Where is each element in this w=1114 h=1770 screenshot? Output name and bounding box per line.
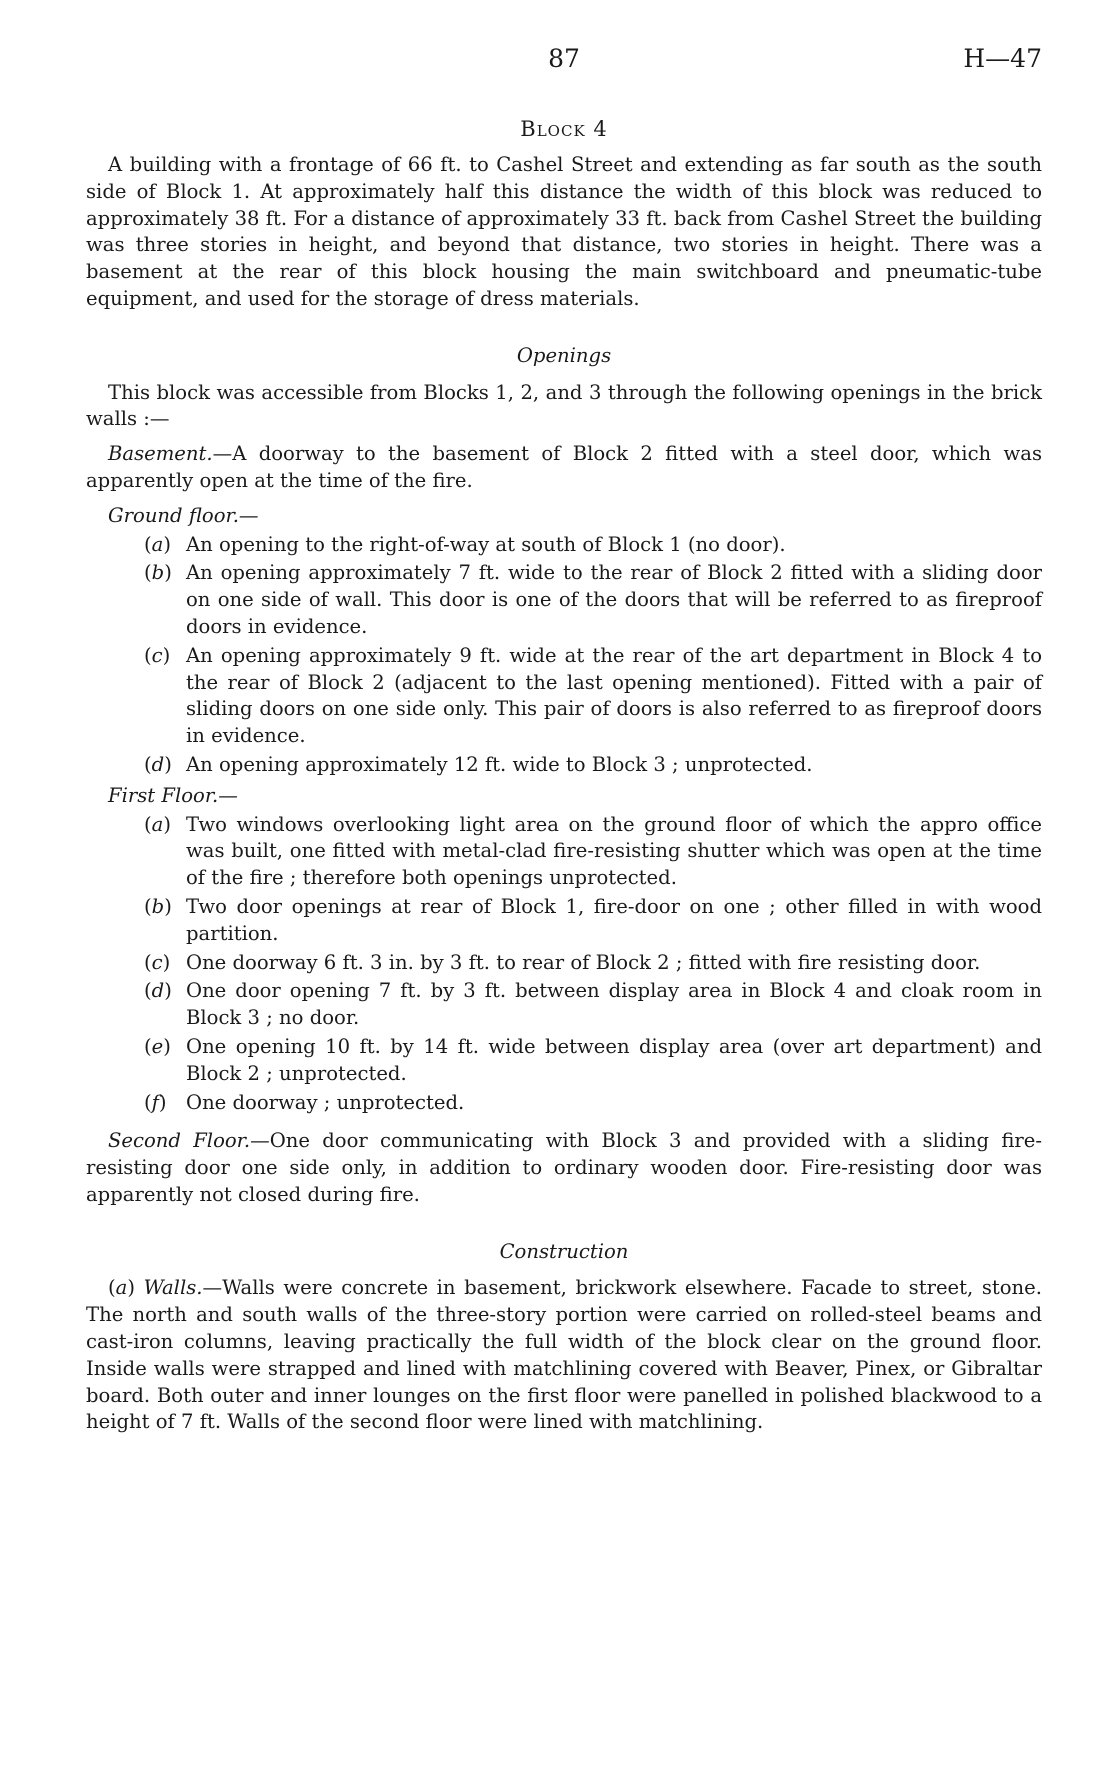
item-marker: f	[151, 1090, 159, 1114]
document-reference: H—47	[963, 44, 1042, 73]
item-marker: b	[151, 561, 165, 585]
first-floor-list	[86, 812, 1042, 1117]
item-text: One door opening 7 ft. by 3 ft. between display area in Block 4 and cloak room in Block 3 ; no door.	[186, 979, 1042, 1030]
first-floor-item: (e) One opening 10 ft. by 14 ft. wide between display area (over art department) and Block 2 ; unprotected.	[86, 1034, 1042, 1088]
basement-paragraph	[86, 441, 1042, 495]
openings-heading: Openings	[516, 343, 612, 367]
item-text: An opening approximately 7 ft. wide to the rear of Block 2 fitted with a sliding door on one side of wall. This door is one of the doors that will be referred to as fireproof doors in evidence.	[186, 561, 1042, 638]
item-text: An opening to the right-of-way at south of Block 1 (no door).	[186, 532, 786, 556]
item-text: Two door openings at rear of Block 1, fire-door on one ; other filled in with wood partition.	[186, 894, 1042, 945]
section-title: Block 4	[520, 117, 608, 141]
page-header	[86, 44, 1042, 84]
ground-floor-list	[86, 532, 1042, 779]
item-marker: a	[151, 812, 164, 836]
ground-floor-item: (a) An opening to the right-of-way at south of Block 1 (no door).	[86, 532, 1042, 559]
item-text: One doorway ; unprotected.	[186, 1090, 465, 1114]
item-marker: b	[151, 894, 165, 918]
first-floor-item: (a) Two windows overlooking light area on the ground floor of which the appro office was built, one fitted with metal-clad fire-resisting shutter which was open at the time of the fire ; therefore both openings unprotected.	[86, 812, 1042, 892]
second-floor-text: —One door communicating with Block 3 and provided with a sliding fire-resisting door one side only, in addition to ordinary wooden door. Fire-resisting door was apparently not closed during fire.	[86, 1129, 1042, 1206]
item-text: An opening approximately 9 ft. wide at the rear of the art department in Block 4 to the rear of Block 2 (adjacent to the last opening mentioned). Fitted with a pair of sliding doors on one side only. This pair of doors is also referred to as fireproof doors in evidence.	[186, 643, 1042, 748]
first-floor-item: (d) One door opening 7 ft. by 3 ft. between display area in Block 4 and cloak room in Block 3 ; no door.	[86, 978, 1042, 1032]
openings-intro-paragraph: This block was accessible from Blocks 1, 2, and 3 through the following openings in the brick walls :—	[86, 380, 1042, 431]
item-text: Two windows overlooking light area on the ground floor of which the appro office was built, one fitted with metal-clad fire-resisting shutter which was open at the time of the fire ; therefore both openings unprotected.	[186, 812, 1042, 890]
page-content	[86, 116, 1042, 1444]
construction-heading: Construction	[499, 1239, 629, 1263]
item-marker: d	[151, 979, 165, 1003]
walls-text: —Walls were concrete in basement, brickwork elsewhere. Facade to street, stone. The north and south walls of the three-story portion were carried on rolled-steel beams and cast-iron columns, leaving practically the full width of the block clear on the ground floor. Inside walls were strapped and lined with matchlining covered with Beaver, Pinex, or Gibraltar board. Both outer and inner lounges on the first floor were panelled in polished blackwood to a height of 7 ft. Walls of the second floor were lined with matchlining.	[86, 1276, 1042, 1434]
walls-paragraph: (a) Walls.—Walls were concrete in basement, brickwork elsewhere. Facade to street, stone. The north and south walls of the three-story portion were carried on rolled-steel beams and cast-iron columns, leaving practically the full width of the block clear on the ground floor. Inside walls were strapped and lined with matchlining covered with Beaver, Pinex, or Gibraltar board. Both outer and inner lounges on the first floor were panelled in polished blackwood to a height of 7 ft. Walls of the second floor were lined with matchlining.	[86, 1276, 1042, 1434]
ground-floor-item: (b) An opening approximately 7 ft. wide to the rear of Block 2 fitted with a sliding door on one side of wall. This door is one of the doors that will be referred to as fireproof doors in evidence.	[86, 560, 1042, 640]
walls-marker: a	[115, 1276, 128, 1300]
item-marker: e	[151, 1034, 164, 1058]
first-floor-label: First Floor.—	[108, 783, 238, 807]
item-marker: c	[151, 643, 163, 667]
ground-floor-item: (c) An opening approximately 9 ft. wide at the rear of the art department in Block 4 to the rear of Block 2 (adjacent to the last opening mentioned). Fitted with a pair of sliding doors on one side only. This pair of doors is also referred to as fireproof doors in evidence.	[86, 643, 1042, 750]
item-marker: a	[151, 532, 164, 556]
second-floor-paragraph	[86, 1128, 1042, 1208]
item-text: One opening 10 ft. by 14 ft. wide between display area (over art department) and Block 2 ; unprotected.	[186, 1034, 1042, 1085]
basement-label: Basement.	[108, 442, 213, 466]
basement-text: —A doorway to the basement of Block 2 fitted with a steel door, which was apparently open at the time of the fire.	[86, 442, 1042, 492]
item-marker: d	[151, 752, 165, 776]
second-floor-label: Second Floor.	[108, 1129, 251, 1153]
page-number: 87	[548, 44, 580, 73]
item-marker: c	[151, 950, 163, 974]
ground-floor-label: Ground floor.—	[108, 503, 259, 527]
first-floor-item: (c) One doorway 6 ft. 3 in. by 3 ft. to rear of Block 2 ; fitted with fire resisting door.	[86, 950, 1042, 977]
block-intro-paragraph: A building with a frontage of 66 ft. to Cashel Street and extending as far south as the south side of Block 1. At approximately half this distance the width of this block was reduced to approximately 38 ft. For a distance of approximately 33 ft. back from Cashel Street the building was three stories in height, and beyond that distance, two stories in height. There was a basement at the rear of this block housing the main switchboard and pneumatic-tube equipment, and used for the storage of dress materials.	[86, 153, 1042, 310]
ground-floor-item: (d) An opening approximately 12 ft. wide to Block 3 ; unprotected.	[86, 752, 1042, 779]
item-text: An opening approximately 12 ft. wide to Block 3 ; unprotected.	[186, 752, 813, 776]
first-floor-item: (b) Two door openings at rear of Block 1, fire-door on one ; other filled in with wood partition.	[86, 894, 1042, 948]
walls-label: Walls.	[143, 1276, 203, 1300]
item-text: One doorway 6 ft. 3 in. by 3 ft. to rear of Block 2 ; fitted with fire resisting door.	[186, 950, 981, 974]
first-floor-item: (f) One doorway ; unprotected.	[86, 1090, 1042, 1117]
